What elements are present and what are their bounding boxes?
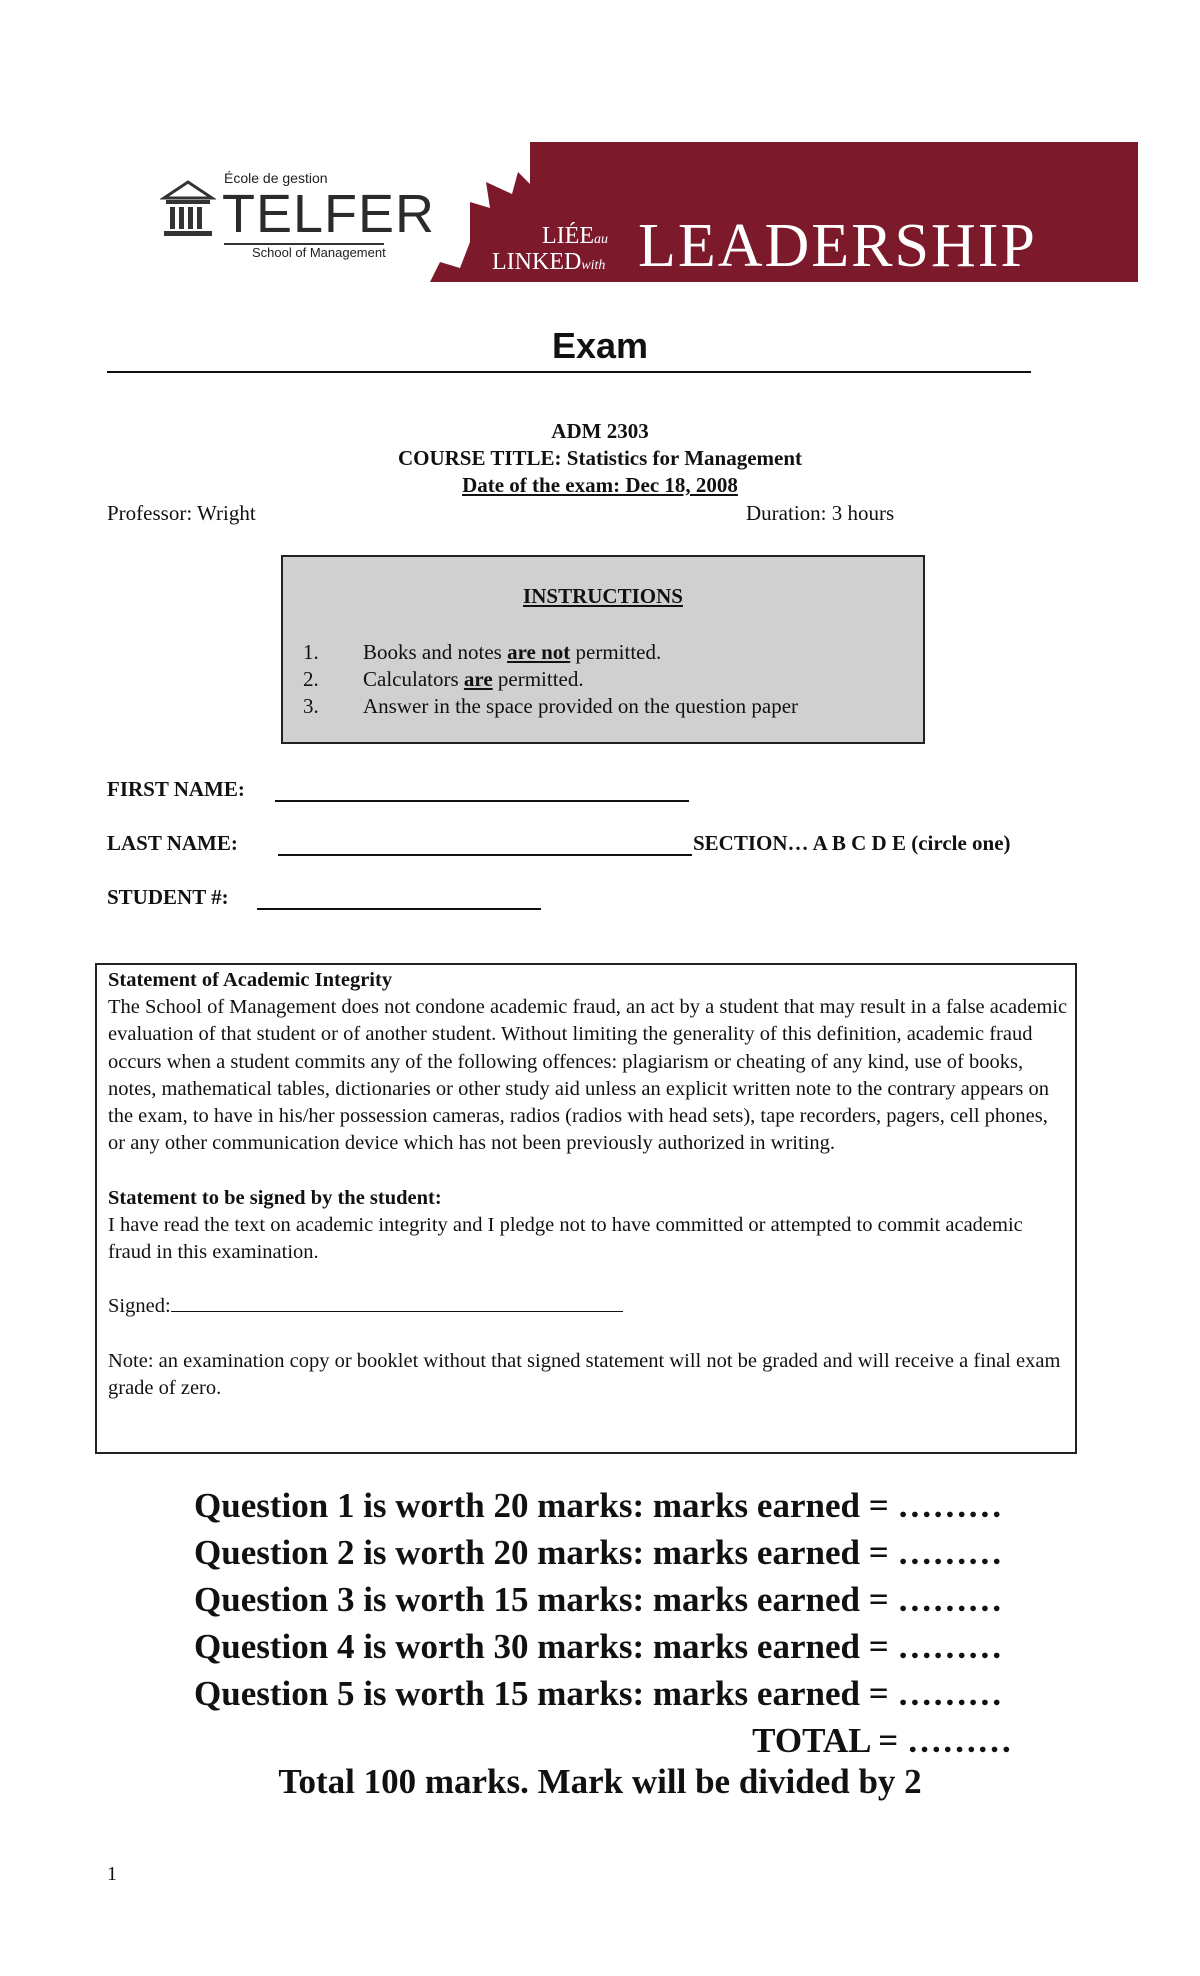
instruction-text: Books and notes are not permitted. bbox=[363, 640, 662, 664]
question-mark-row: Question 3 is worth 15 marks: marks earned = ……… bbox=[194, 1580, 1003, 1619]
banner-liee: LIÉE bbox=[542, 223, 594, 249]
exam-date: Date of the exam: Dec 18, 2008 bbox=[462, 473, 738, 497]
course-title: COURSE TITLE: Statistics for Management bbox=[397, 446, 803, 470]
instruction-text: Answer in the space provided on the question paper bbox=[363, 694, 799, 718]
question-mark-row: Question 4 is worth 30 marks: marks earned = ……… bbox=[194, 1627, 1003, 1666]
question-mark-row: Question 1 is worth 20 marks: marks earned = ……… bbox=[194, 1486, 1003, 1525]
course-code: ADM 2303 bbox=[551, 419, 649, 443]
page-title: Exam bbox=[551, 325, 649, 366]
integrity-body: The School of Management does not condone academic fraud, an act by a student that may result in a false academic evaluation of that student or of another student. Without limiting the generality of this definition, academic fraud occurs when a student commits any of the following offences: plagiarism or cheating of any kind, use of books, notes, mathematical tables, dictionaries or other study aid unless an explicit written note to the contrary appears on the exam, to have in his/her possession cameras, radios (radios with head sets), tape recorders, pagers, cell phones, or any other communication device which has not been previously authorized in writing. bbox=[108, 996, 1068, 1155]
duration: Duration: 3 hours bbox=[746, 501, 895, 525]
student-number-label: STUDENT #: bbox=[107, 885, 229, 909]
leadership-banner bbox=[430, 142, 1138, 282]
instruction-item bbox=[303, 666, 798, 693]
instruction-number: 3. bbox=[303, 694, 319, 718]
page-number: 1 bbox=[107, 1863, 117, 1885]
integrity-note: Note: an examination copy or booklet without that signed statement will not be graded and will receive a final exam grade of zero. bbox=[108, 1349, 1061, 1399]
instruction-item bbox=[303, 639, 798, 666]
last-name-label: LAST NAME: bbox=[107, 831, 238, 855]
telfer-ecole-text: École de gestion bbox=[224, 170, 328, 186]
telfer-wordmark: TELFER bbox=[222, 184, 436, 244]
instruction-number: 1. bbox=[303, 640, 319, 664]
signature-field[interactable] bbox=[171, 1293, 623, 1312]
question-mark-row: Question 2 is worth 20 marks: marks earned = ……… bbox=[194, 1533, 1003, 1572]
banner-linked: LINKED bbox=[492, 249, 582, 275]
banner-linked-text bbox=[492, 250, 605, 278]
instruction-item bbox=[303, 693, 798, 720]
banner-leadership-text: LEADERSHIP bbox=[638, 212, 1037, 280]
instruction-text: Calculators are permitted. bbox=[363, 667, 584, 691]
banner-with: with bbox=[581, 258, 606, 273]
telfer-building-icon bbox=[160, 178, 216, 240]
banner-au: au bbox=[593, 232, 608, 247]
total-row: TOTAL = ……… bbox=[752, 1721, 1012, 1760]
signed-row bbox=[108, 1293, 1070, 1320]
spacer bbox=[108, 1321, 1070, 1348]
section-choice[interactable]: SECTION… A B C D E (circle one) bbox=[693, 831, 1011, 855]
marks-footer: Total 100 marks. Mark will be divided by 2 bbox=[278, 1762, 922, 1801]
first-name-label: FIRST NAME: bbox=[107, 777, 245, 801]
academic-integrity-box bbox=[95, 963, 1077, 1454]
question-mark-row: Question 5 is worth 15 marks: marks earned = ……… bbox=[194, 1674, 1003, 1713]
sign-heading: Statement to be signed by the student: bbox=[108, 1186, 442, 1209]
integrity-heading: Statement of Academic Integrity bbox=[108, 969, 393, 991]
signed-label: Signed: bbox=[108, 1295, 171, 1318]
instruction-number: 2. bbox=[303, 667, 319, 691]
banner-liee-text bbox=[542, 224, 608, 252]
telfer-school-text: School of Management bbox=[252, 245, 386, 260]
instructions-list bbox=[303, 639, 798, 720]
instructions-heading: INSTRUCTIONS bbox=[523, 584, 683, 608]
professor: Professor: Wright bbox=[107, 501, 256, 525]
spacer bbox=[108, 1266, 1070, 1293]
first-name-field[interactable] bbox=[275, 800, 689, 802]
student-number-field[interactable] bbox=[257, 908, 541, 910]
title-rule bbox=[107, 371, 1031, 373]
last-name-field[interactable] bbox=[278, 854, 692, 856]
integrity-content bbox=[108, 967, 1070, 1402]
spacer bbox=[108, 1157, 1070, 1184]
pledge-text: I have read the text on academic integrity and I pledge not to have committed or attempted to commit academic fraud in this examination. bbox=[108, 1213, 1023, 1264]
instructions-box bbox=[281, 555, 925, 744]
